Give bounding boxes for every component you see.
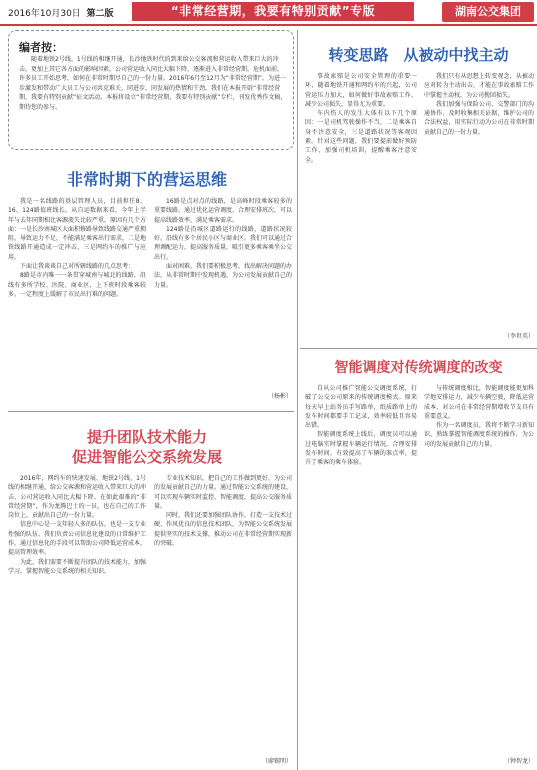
- article1-paragraph: 我是一名线路的基层管理人员，目前担任8、16、124路值班线长。从自运数据来看，今年上半年与去年同期相比客源流失比较严重，原因有几个方面：一是长沙南城区大面积修路导致线路交通严重拥阻，导致运力不足，不能满足乘客出行需求。二是地铁线路开通造成一定冲击，三是网约车的推广与应用。: [8, 198, 146, 261]
- article4-column-1: [305, 384, 417, 766]
- article3-author: （李世英）: [503, 333, 534, 340]
- page-section: 第二版: [86, 9, 114, 19]
- article1-paragraph: 面对困难，我们要积极思考，找出解决问题的办法，从非常时期中发现机遇，为公司发展贡献自己的力量。: [154, 263, 292, 289]
- article-title-change-thinking: 转变思路 从被动中找主动: [328, 46, 509, 64]
- article3-paragraph: 车内伤人的发生大体有以下几个原因：一是司机驾驶操作不当，二是乘客自身不注意安全，三是道路状况等客观因素。针对这些问题，我们要提前做好预防工作，加强司机培训，提醒乘客注意安全。: [305, 110, 417, 164]
- header-rule: [0, 24, 537, 26]
- issue-date: 2016年10月30日 第二版: [8, 9, 114, 19]
- article4-paragraph: 自从公司推广智能公交调度系统，打破了公交公司原来的传统调度模式。原来每天早上站务员手写路单，纸质路单上的发车时间都要手工记录，效率较低且容易出错。: [305, 385, 417, 430]
- special-edition-banner: “非常经营期，我要有特别贡献”专版: [132, 2, 414, 21]
- article3-paragraph: 我们加强与保险公司、交警部门的沟通协作，及时收集相关证据，维护公司的合法权益，用实际行动为公司在非常时期贡献自己的一份力量。: [424, 100, 534, 136]
- article2-paragraph: 专业技术知识，把自己的工作做到更好，为公司的发展贡献自己的力量。通过智能公交系统的建设，可以实现车辆实时监控、智能调度，提高公交服务质量。: [154, 475, 292, 510]
- editor-note-title: 编者按：: [19, 41, 63, 54]
- article3-paragraph: 事故索赔是公司安全管理的重要一环，随着地铁开通和网约车的兴起，公司营运压力加大，如何做好事故索赔工作，减少公司损失，显得尤为重要。: [305, 73, 417, 108]
- column-divider: [297, 30, 298, 770]
- article4-paragraph: 智能调度系统上线后，调度员可以通过电脑实时掌握车辆运行情况，合理安排发车时间，有效提高了车辆的准点率，提升了乘客的乘车体验。: [305, 431, 417, 467]
- article1-paragraph: 8路是市内唯一一条贯穿城南与城北的线路，沿线有多所学校、医院、商业区，上下班时段乘客较多，一定程度上缓解了市民出行难的问题。: [8, 272, 146, 298]
- article-title-team-tech-line2: 促进智能公交系统发展: [71, 448, 222, 466]
- article1-paragraph: 下面让我谈谈自己对所辖线路的几点思考：: [20, 263, 135, 271]
- article3-column-1: [305, 72, 417, 342]
- article1-paragraph: 16路是点对点的线路，是高峰时段乘客较多的重要线路。通过优化运营调度、合理安排班次，可以提高线路效率，满足乘客需求。: [154, 198, 292, 224]
- article3-paragraph: 我们只有从思想上转变观念，从被动应对转为主动出击，才能在事故索赔工作中掌握主动权，为公司挽回损失。: [424, 73, 534, 99]
- section-divider: [8, 411, 294, 412]
- newspaper-logo: 湖南公交集团: [442, 2, 534, 22]
- article4-author: （钟智龙）: [503, 758, 534, 765]
- article1-column-1: [8, 197, 146, 402]
- article4-paragraph: 作为一名调度员，我将不断学习新知识，熟练掌握智能调度系统的操作，为公司的发展贡献自己的力量。: [424, 422, 534, 448]
- article-title-team-tech-line1: 提升团队技术能力: [86, 428, 207, 446]
- article-title-operating-thinking: 非常时期下的营运思维: [66, 170, 227, 189]
- article1-paragraph: 124路是沿城区道路运行的线路，道路状况较好。沿线有多个居民小区与商业区。我们可以通过合理调配运力，提高服务质量，吸引更多乘客乘坐公交出行。: [154, 225, 292, 261]
- article2-paragraph: 同时，我们还要加强团队协作，打造一支技术过硬、作风优良的信息技术团队，为智能公交系统发展提供坚实的技术支撑，推动公司在非常经营期实现新的突破。: [154, 512, 292, 548]
- article2-paragraph: 2016年，网约车的快速发展、地铁2号线、1号线的相继开通，给公交客源和营运收入带来巨大的冲击，公司营运收入同比大幅下降。在如此艰难的“非常经营期”，作为龙腾巴士的一员，也在自己的工作岗位上，贡献出自己的一份力量。: [8, 475, 146, 520]
- article2-paragraph: 信息中心是一支年轻人多的队伍，也是一支专业性强的队伍。我们负责公司信息化建设的日常维护工作，通过信息化的手段可以帮助公司降低运营成本，提高管理效率。: [8, 521, 146, 557]
- article2-paragraph: 为此，我们需要不断提升团队的技术能力，加强学习，掌握智能公交系统的相关知识。: [8, 558, 146, 575]
- article3-column-2: [424, 72, 534, 327]
- article1-column-2: [154, 197, 292, 387]
- editor-note-box: [8, 30, 294, 150]
- article2-column-2: [154, 474, 292, 754]
- page-header: [0, 0, 537, 24]
- article2-author: （廖锡明）: [261, 758, 292, 765]
- article4-paragraph: 与传统调度相比，智能调度能更加科学地安排运力，减少车辆空驶，降低运营成本，对公司在非常经营期增收节支具有重要意义。: [424, 385, 534, 420]
- article1-author: （杨彬）: [267, 393, 292, 400]
- article-title-intelligent-dispatch: 智能调度对传统调度的改变: [334, 360, 503, 376]
- article4-column-2: [424, 384, 534, 754]
- editor-note-text: 随着地铁2号线、1号线的相继开通，长沙地铁时代的到来给公交客流和营运收入带来巨大的冲击。更加上其它各方面的影响因素，公司营运收入同比大幅下降，逐渐进入非常经营期。危机面前，许多员工开始思考，如何在非常时期尽自己的一份力量。2016年6月至12月为“非常经营期”。为进一步激发和带动广大员工与公司共克难关、同进步、同发展的热情和干劲，我们在本报开辟“非常经营期，我要有特别贡献”征文活动。本报将设立“非常经营期，我要有特别贡献”专栏，刊发优秀作文稿，期待您的参与。: [19, 56, 287, 111]
- section-divider: [300, 348, 537, 349]
- article2-column-1: [8, 474, 146, 766]
